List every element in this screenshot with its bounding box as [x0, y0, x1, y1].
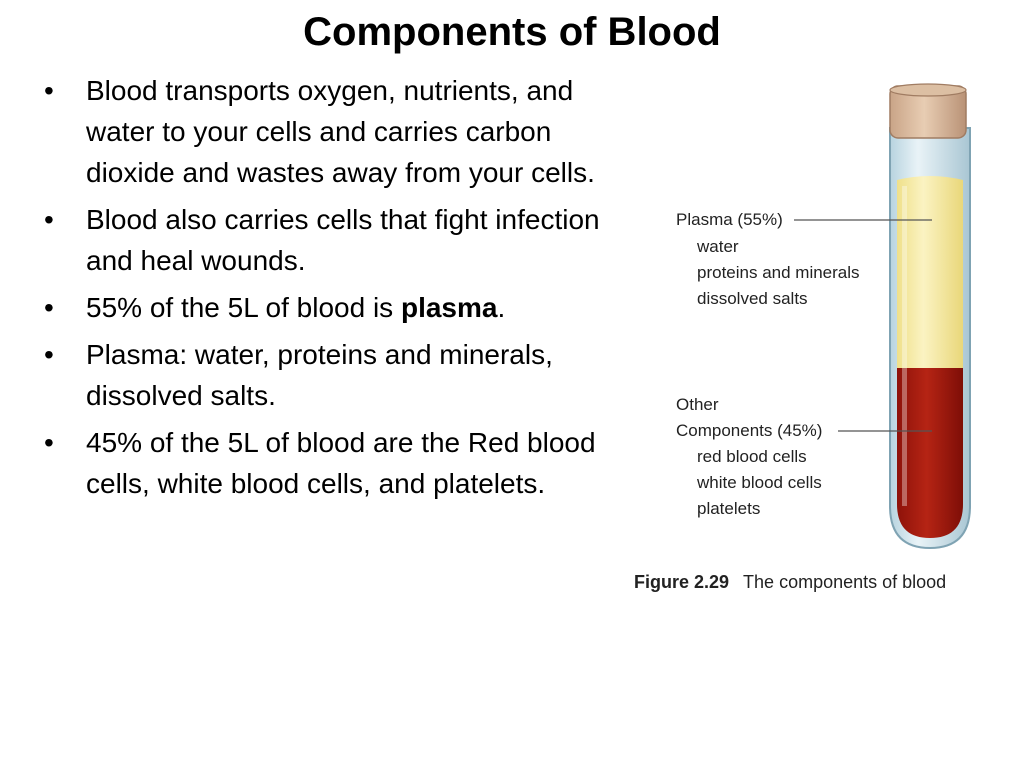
bullet-text: 45% of the 5L of blood are the Red blood cells, white blood cells, and platelets. [86, 427, 596, 499]
bullet-icon: • [44, 339, 54, 370]
bullet-text: Blood also carries cells that fight infection and heal wounds. [86, 204, 600, 276]
bullet-item [44, 334, 604, 416]
bullet-text-pre: 55% of the 5L of blood is [86, 292, 401, 323]
other-heading-line2: Components (45%) [676, 421, 823, 440]
slide-title: Components of Blood [303, 10, 721, 54]
bullet-text-bold: plasma [400, 292, 498, 323]
bullet-icon: • [44, 292, 54, 323]
figure-caption-text: The components of blood [743, 572, 947, 592]
bullet-icon: • [44, 427, 54, 458]
bullet-text: Blood transports oxygen, nutrients, and water to your cells and carries carbon dioxide and wastes away from your cells. [86, 75, 595, 188]
bullet-list [44, 70, 604, 510]
other-item: platelets [697, 499, 761, 518]
figure-caption [634, 572, 946, 593]
bullet-icon: • [44, 75, 54, 106]
bullet-text-post: . [497, 292, 506, 323]
other-heading-line1: Other [676, 395, 719, 414]
figure-number: Figure 2.29 [634, 572, 730, 592]
plasma-heading: Plasma (55%) [676, 210, 783, 229]
bullet-item [44, 422, 604, 504]
other-item: red blood cells [697, 447, 807, 466]
bullet-item [44, 70, 604, 193]
blood-tube-figure [620, 76, 1020, 616]
bullet-text: Plasma: water, proteins and minerals, dissolved salts. [86, 339, 553, 411]
bullet-item [44, 287, 604, 328]
test-tube-illustration [620, 76, 1020, 616]
plasma-item: dissolved salts [697, 289, 808, 308]
plasma-item: water [697, 237, 739, 256]
bullet-item [44, 199, 604, 281]
bullet-icon: • [44, 204, 54, 235]
other-item: white blood cells [697, 473, 822, 492]
plasma-item: proteins and minerals [697, 263, 860, 282]
